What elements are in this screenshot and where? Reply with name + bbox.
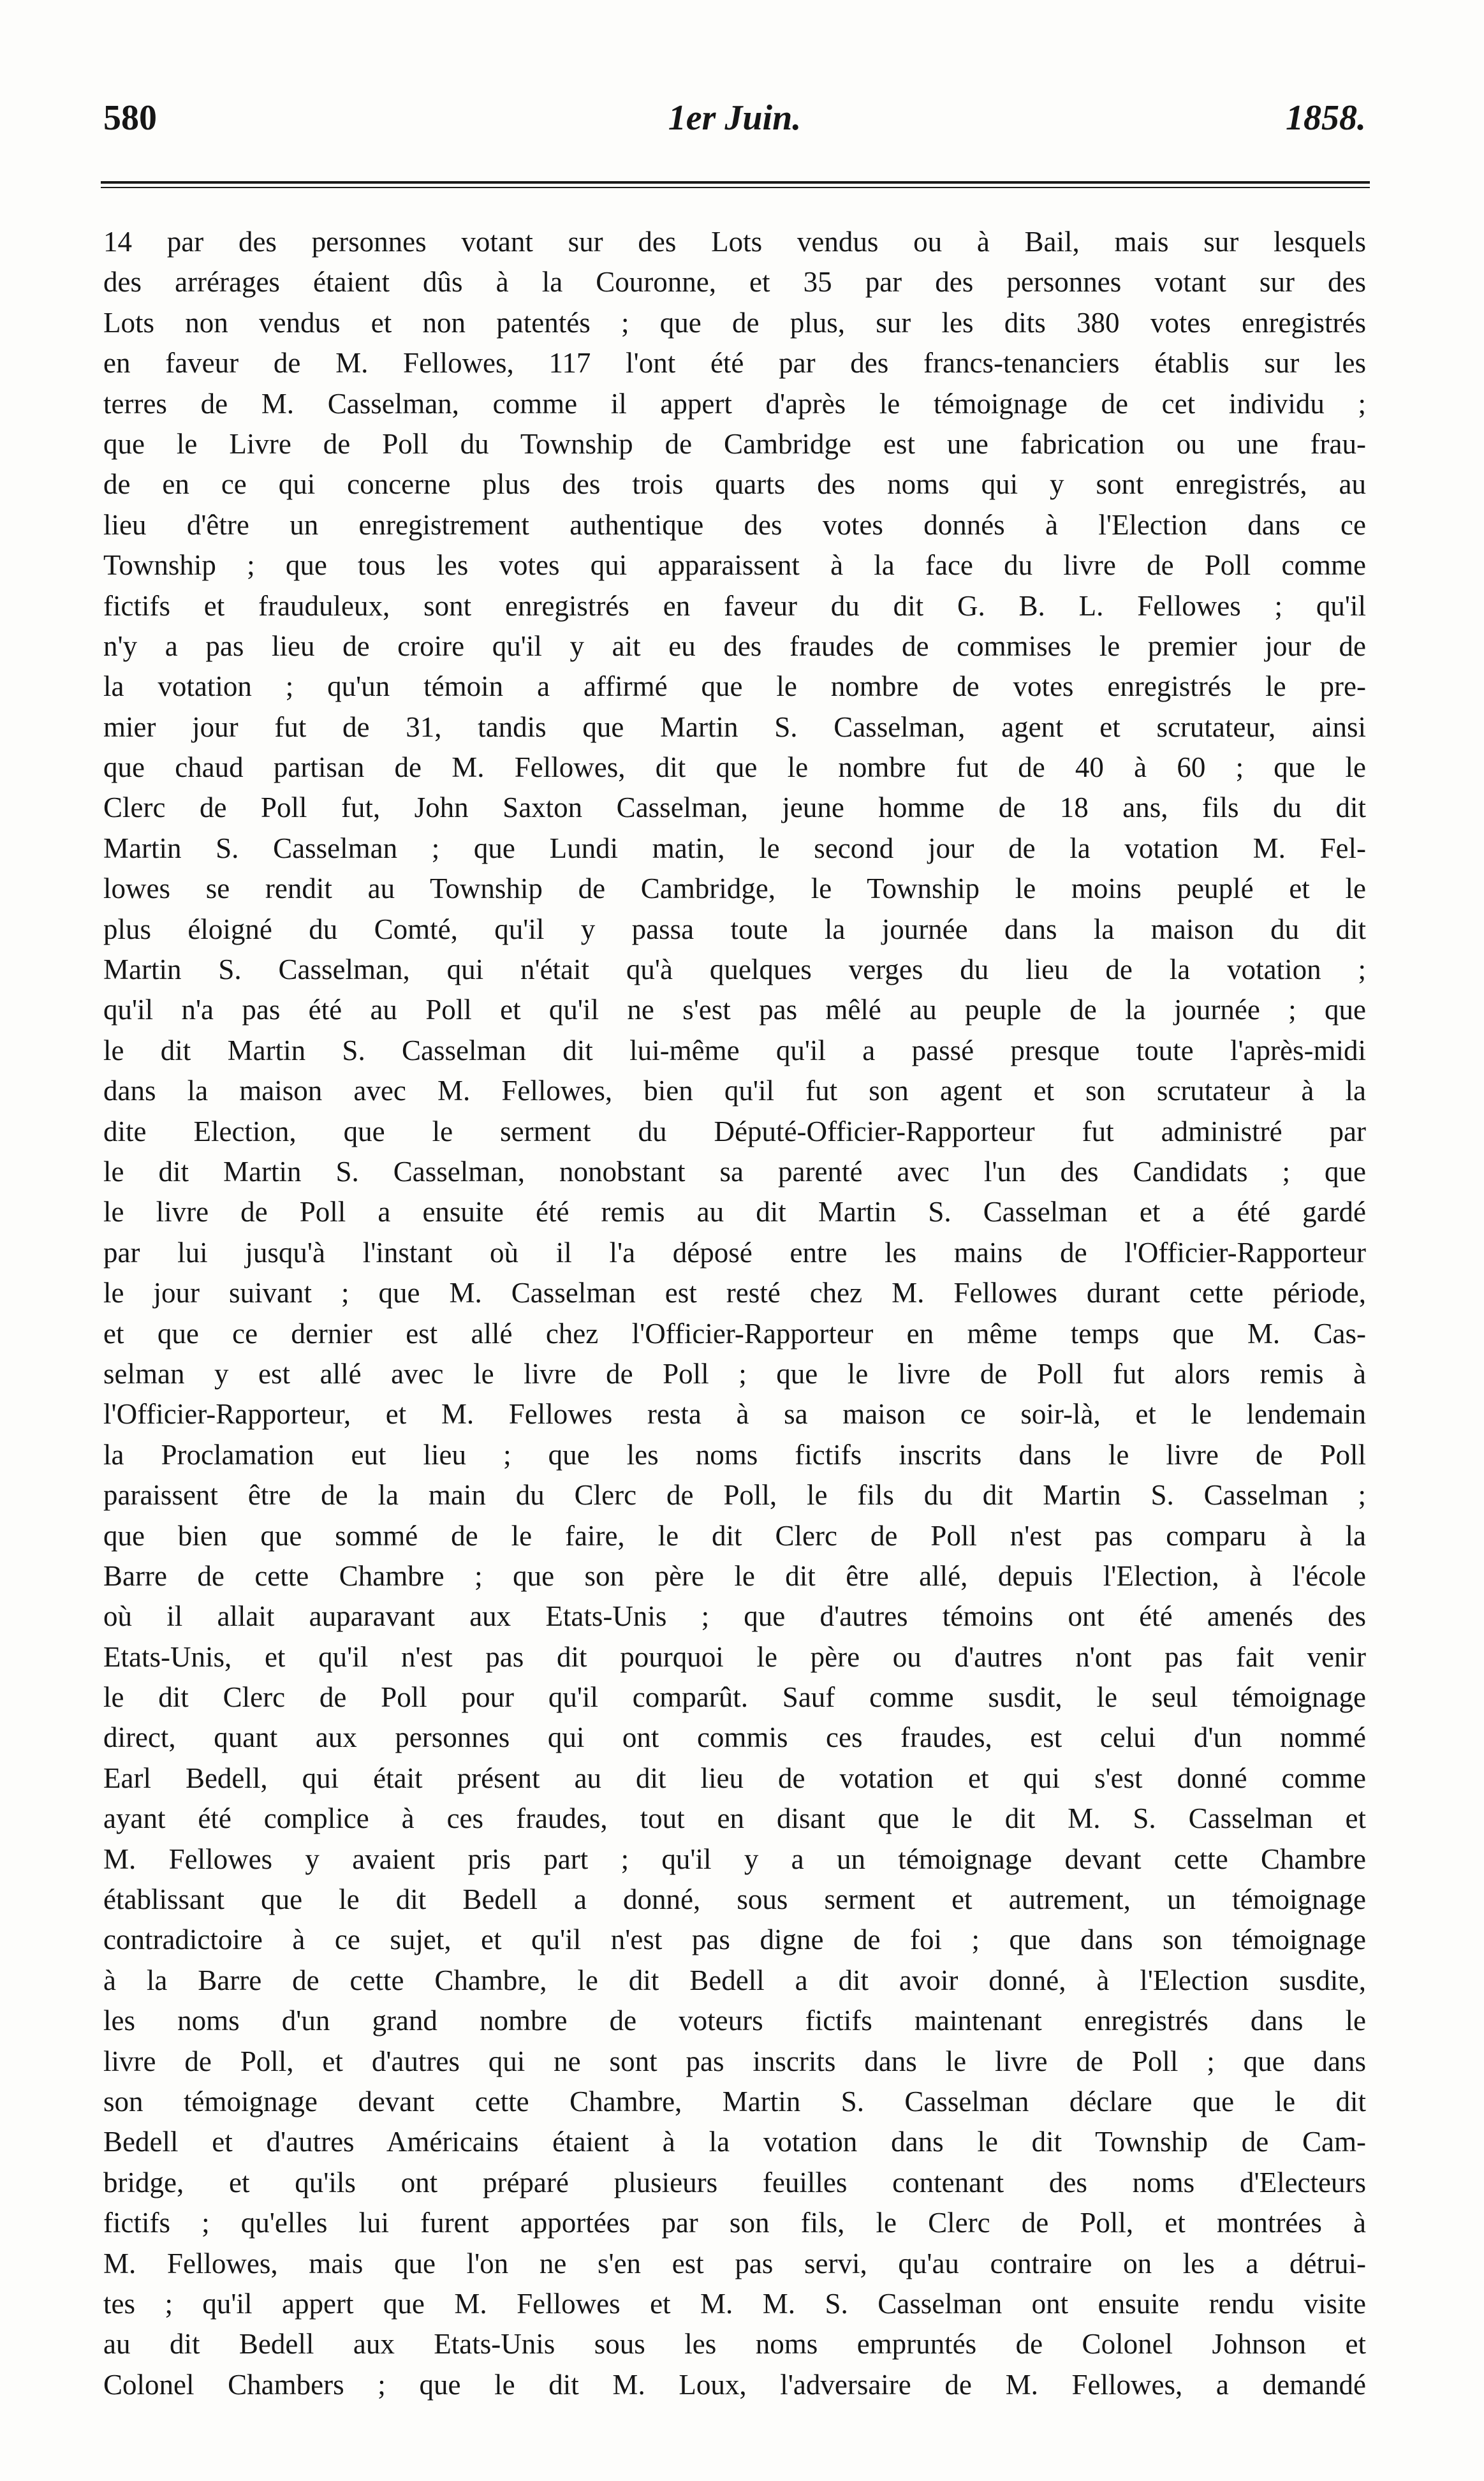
text-line: son témoignage devant cette Chambre, Martin S. Casselman déclare que le dit <box>103 2085 1366 2117</box>
text-line: selman y est allé avec le livre de Poll ; que le livre de Poll fut alors remis à <box>103 1357 1366 1390</box>
text-line: tes ; qu'il appert que M. Fellowes et M. M. S. Casselman ont ensuite rendu visite <box>103 2287 1366 2320</box>
text-line: que bien que sommé de le faire, le dit Clerc de Poll n'est pas comparu à la <box>103 1519 1366 1552</box>
text-line: Colonel Chambers ; que le dit M. Loux, l'adversaire de M. Fellowes, a demandé <box>103 2368 1366 2401</box>
text-line: le dit Clerc de Poll pour qu'il comparût. Sauf comme susdit, le seul témoignage <box>103 1681 1366 1714</box>
text-line: la Proclamation eut lieu ; que les noms fictifs inscrits dans le livre de Poll <box>103 1438 1366 1471</box>
text-line: de en ce qui concerne plus des trois quarts des noms qui y sont enregistrés, au <box>103 468 1366 501</box>
text-line: ayant été complice à ces fraudes, tout en disant que le dit M. S. Casselman et <box>103 1802 1366 1835</box>
text-line: livre de Poll, et d'autres qui ne sont pas inscrits dans le livre de Poll ; que dans <box>103 2045 1366 2077</box>
text-line: Bedell et d'autres Américains étaient à la votation dans le dit Township de Cam- <box>103 2126 1366 2158</box>
text-line: le livre de Poll a ensuite été remis au dit Martin S. Casselman et a été gardé <box>103 1196 1366 1228</box>
text-line: établissant que le dit Bedell a donné, sous serment et autrement, un témoignage <box>103 1883 1366 1916</box>
text-line: le dit Martin S. Casselman, nonobstant sa parenté avec l'un des Candidats ; que <box>103 1155 1366 1188</box>
text-line: au dit Bedell aux Etats-Unis sous les noms empruntés de Colonel Johnson et <box>103 2328 1366 2360</box>
text-line: Earl Bedell, qui était présent au dit lieu de votation et qui s'est donné comme <box>103 1762 1366 1794</box>
body-text <box>103 222 1366 2405</box>
text-line: que le Livre de Poll du Township de Cambridge est une fabrication ou une frau- <box>103 427 1366 460</box>
text-line: lieu d'être un enregistrement authentique des votes donnés à l'Election dans ce <box>103 508 1366 541</box>
text-line: des arrérages étaient dûs à la Couronne, et 35 par des personnes votant sur des <box>103 266 1366 298</box>
text-line: direct, quant aux personnes qui ont commis ces fraudes, est celui d'un nommé <box>103 1721 1366 1754</box>
text-line: plus éloigné du Comté, qu'il y passa toute la journée dans la maison du dit <box>103 913 1366 945</box>
header-rule-thin <box>101 187 1370 188</box>
text-line: lowes se rendit au Township de Cambridge, le Township le moins peuplé et le <box>103 872 1366 905</box>
text-line: le dit Martin S. Casselman dit lui-même qu'il a passé presque toute l'après-midi <box>103 1034 1366 1066</box>
text-line: fictifs et frauduleux, sont enregistrés en faveur du dit G. B. L. Fellowes ; qu'il <box>103 589 1366 622</box>
text-line: et que ce dernier est allé chez l'Officier-Rapporteur en même temps que M. Cas- <box>103 1317 1366 1350</box>
text-line: M. Fellowes, mais que l'on ne s'en est pas servi, qu'au contraire on les a détrui- <box>103 2247 1366 2279</box>
text-line: bridge, et qu'ils ont préparé plusieurs feuilles contenant des noms d'Electeurs <box>103 2166 1366 2198</box>
text-line: Etats-Unis, et qu'il n'est pas dit pourquoi le père ou d'autres n'ont pas fait venir <box>103 1640 1366 1673</box>
text-line: Martin S. Casselman ; que Lundi matin, le second jour de la votation M. Fel- <box>103 832 1366 864</box>
text-line: Clerc de Poll fut, John Saxton Casselman, jeune homme de 18 ans, fils du dit <box>103 791 1366 824</box>
text-line: les noms d'un grand nombre de voteurs fictifs maintenant enregistrés dans le <box>103 2005 1366 2037</box>
header-year: 1858. <box>1286 98 1366 138</box>
text-line: la votation ; qu'un témoin a affirmé que le nombre de votes enregistrés le pre- <box>103 670 1366 703</box>
text-line: dans la maison avec M. Fellowes, bien qu'il fut son agent et son scrutateur à la <box>103 1075 1366 1107</box>
text-line: l'Officier-Rapporteur, et M. Fellowes resta à sa maison ce soir-là, et le lendemain <box>103 1398 1366 1431</box>
header-rule-thick <box>101 181 1370 184</box>
text-line: qu'il n'a pas été au Poll et qu'il ne s'est pas mêlé au peuple de la journée ; que <box>103 994 1366 1026</box>
header-date: 1er Juin. <box>668 98 802 138</box>
text-line: Lots non vendus et non patentés ; que de plus, sur les dits 380 votes enregistrés <box>103 306 1366 339</box>
text-line: le jour suivant ; que M. Casselman est resté chez M. Fellowes durant cette période, <box>103 1277 1366 1309</box>
text-line: paraissent être de la main du Clerc de Poll, le fils du dit Martin S. Casselman ; <box>103 1479 1366 1512</box>
text-line: contradictoire à ce sujet, et qu'il n'est pas digne de foi ; que dans son témoignage <box>103 1924 1366 1956</box>
text-line: à la Barre de cette Chambre, le dit Bedell a dit avoir donné, à l'Election susdite, <box>103 1964 1366 1996</box>
running-header <box>103 96 1366 140</box>
text-line: où il allait auparavant aux Etats-Unis ; que d'autres témoins ont été amenés des <box>103 1600 1366 1633</box>
text-line: Township ; que tous les votes qui apparaissent à la face du livre de Poll comme <box>103 549 1366 582</box>
text-line: n'y a pas lieu de croire qu'il y ait eu des fraudes de commises le premier jour de <box>103 629 1366 662</box>
text-line: Barre de cette Chambre ; que son père le dit être allé, depuis l'Election, à l'école <box>103 1559 1366 1592</box>
text-line: mier jour fut de 31, tandis que Martin S. Casselman, agent et scrutateur, ainsi <box>103 710 1366 743</box>
text-line: 14 par des personnes votant sur des Lots vendus ou à Bail, mais sur lesquels <box>103 226 1366 258</box>
text-line: M. Fellowes y avaient pris part ; qu'il y a un témoignage devant cette Chambre <box>103 1843 1366 1875</box>
text-line: en faveur de M. Fellowes, 117 l'ont été par des francs-tenanciers établis sur les <box>103 347 1366 379</box>
text-line: fictifs ; qu'elles lui furent apportées par son fils, le Clerc de Poll, et montrées à <box>103 2207 1366 2239</box>
text-line: terres de M. Casselman, comme il appert d'après le témoignage de cet individu ; <box>103 387 1366 420</box>
page-number: 580 <box>103 98 157 138</box>
text-line: Martin S. Casselman, qui n'était qu'à quelques verges du lieu de la votation ; <box>103 953 1366 986</box>
text-line: par lui jusqu'à l'instant où il l'a déposé entre les mains de l'Officier-Rapporteur <box>103 1236 1366 1269</box>
text-line: dite Election, que le serment du Député-Officier-Rapporteur fut administré par <box>103 1115 1366 1147</box>
text-line: que chaud partisan de M. Fellowes, dit que le nombre fut de 40 à 60 ; que le <box>103 751 1366 784</box>
